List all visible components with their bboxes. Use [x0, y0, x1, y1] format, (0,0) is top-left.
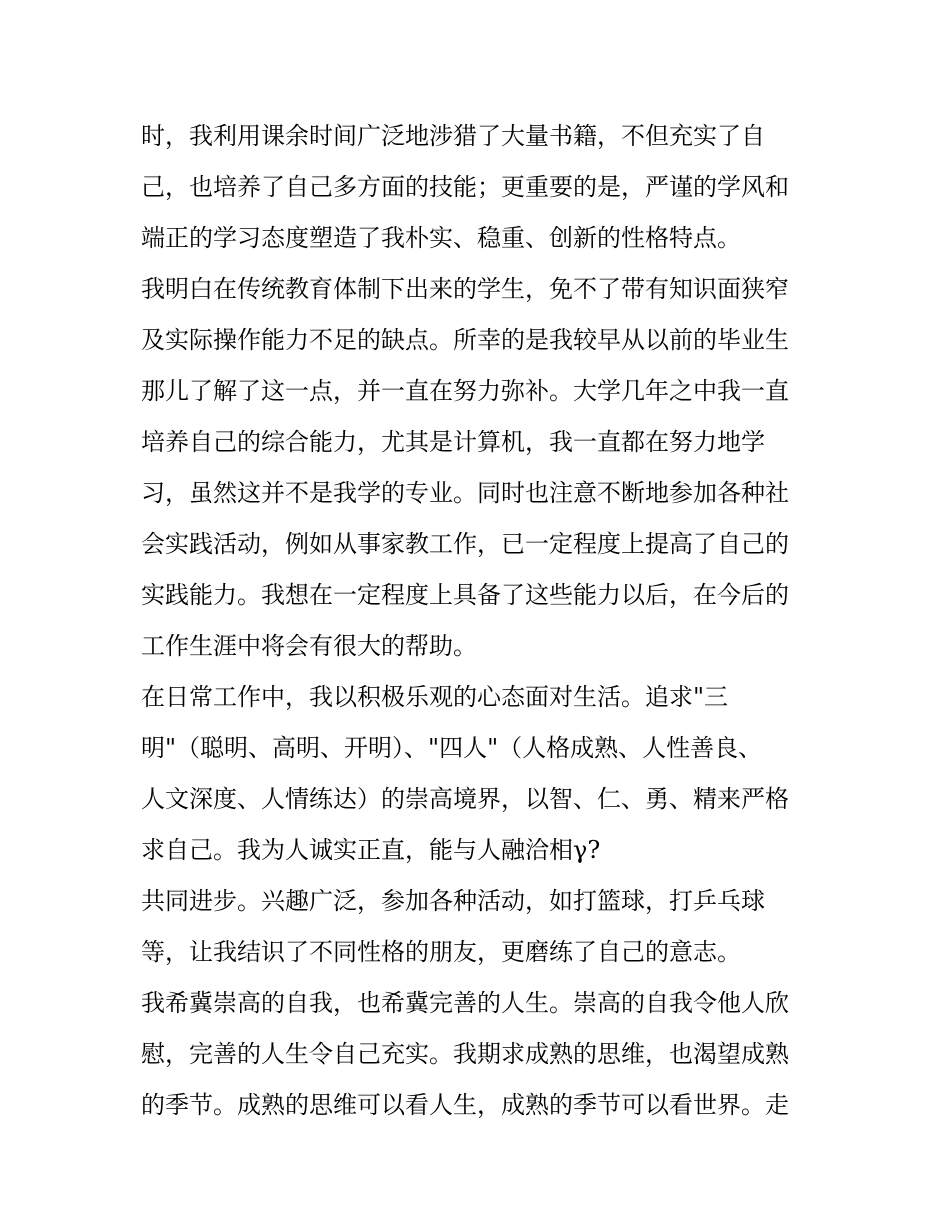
text-line-17: 等，让我结识了不同性格的朋友，更磨练了自己的意志。 — [141, 938, 741, 966]
text-line-12: 在日常工作中，我以积极乐观的心态面对生活。追求"三 — [141, 683, 729, 711]
text-line-1: 时，我利用课余时间广泛地涉猎了大量书籍，不但充实了自 — [141, 122, 765, 150]
text-line-14: 人文深度、人情练达）的崇高境界，以智、仁、勇、精来严格 — [141, 785, 789, 813]
text-line-8: 习，虽然这并不是我学的专业。同时也注意不断地参加各种社 — [141, 479, 789, 507]
text-line-2: 己，也培养了自己多方面的技能；更重要的是，严谨的学风和 — [141, 173, 789, 201]
text-line-9: 会实践活动，例如从事家教工作，已一定程度上提高了自己的 — [141, 530, 789, 558]
text-line-7: 培养自己的综合能力，尤其是计算机，我一直都在努力地学 — [141, 428, 765, 456]
text-line-18: 我希冀崇高的自我，也希冀完善的人生。崇高的自我令他人欣 — [141, 989, 789, 1017]
text-line-3: 端正的学习态度塑造了我朴实、稳重、创新的性格特点。 — [141, 224, 741, 252]
text-line-4: 我明白在传统教育体制下出来的学生，免不了带有知识面狭窄 — [141, 275, 789, 303]
text-line-6: 那儿了解了这一点，并一直在努力弥补。大学几年之中我一直 — [141, 377, 789, 405]
text-line-10: 实践能力。我想在一定程度上具备了这些能力以后，在今后的 — [141, 581, 789, 609]
text-line-11: 工作生涯中将会有很大的帮助。 — [141, 632, 477, 660]
text-line-16: 共同进步。兴趣广泛，参加各种活动，如打篮球，打乒乓球 — [141, 887, 765, 915]
text-line-15: 求自己。我为人诚实正直，能与人融洽相γ? — [141, 836, 601, 864]
text-line-5: 及实际操作能力不足的缺点。所幸的是我较早从以前的毕业生 — [141, 326, 789, 354]
body-text — [141, 111, 821, 1131]
text-line-13: 明"（聪明、高明、开明）、"四人"（人格成熟、人性善良、 — [141, 734, 763, 762]
text-line-20: 的季节。成熟的思维可以看人生，成熟的季节可以看世界。走 — [141, 1091, 789, 1119]
text-line-19: 慰，完善的人生令自己充实。我期求成熟的思维，也渴望成熟 — [141, 1040, 789, 1068]
